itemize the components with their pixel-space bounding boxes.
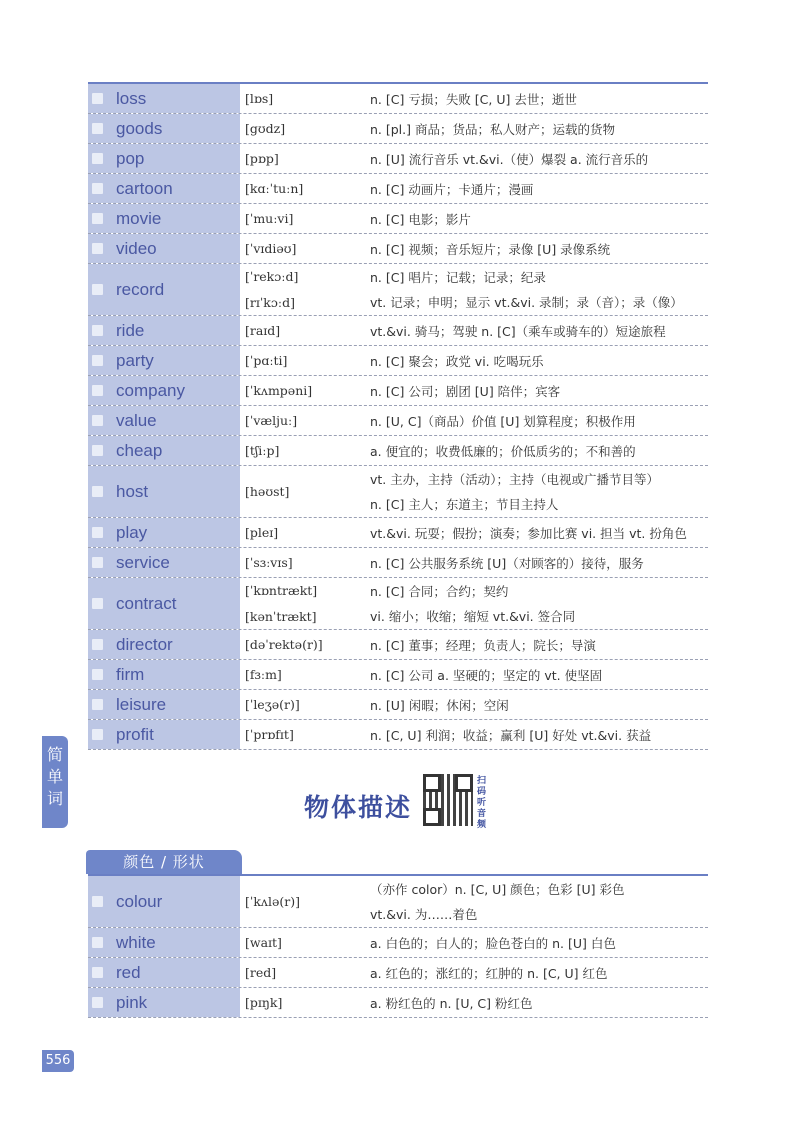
word-cell bbox=[88, 376, 241, 405]
checkbox-icon[interactable] bbox=[92, 93, 103, 104]
definition: a. 便宜的；收费低廉的；价低质劣的；不和善的 bbox=[370, 443, 636, 459]
definition: n. [C, U] 利润；收益；赢利 [U] 好处 vt.&vi. 获益 bbox=[370, 727, 652, 743]
vocab-row bbox=[88, 876, 708, 928]
word: white bbox=[116, 932, 156, 952]
word: video bbox=[116, 238, 157, 258]
word-cell bbox=[88, 876, 241, 927]
definition-cell bbox=[366, 578, 708, 629]
definition-cell bbox=[366, 264, 708, 315]
checkbox-icon[interactable] bbox=[92, 183, 103, 194]
definition-cell bbox=[366, 234, 708, 263]
vocab-row bbox=[88, 204, 708, 234]
definition-cell bbox=[366, 876, 708, 927]
phonetic: [lɒs] bbox=[245, 91, 274, 106]
definition: n. [C] 唱片；记载；记录；纪录 bbox=[370, 269, 546, 285]
definition: vt.&vi. 为……着色 bbox=[370, 907, 478, 923]
definition-cell bbox=[366, 406, 708, 435]
phonetic-cell bbox=[241, 578, 366, 629]
vocab-row bbox=[88, 660, 708, 690]
phonetic: [ˈrekɔːd] bbox=[245, 269, 299, 285]
word: host bbox=[116, 481, 149, 501]
phonetic-cell bbox=[241, 548, 366, 577]
definition: n. [C] 合同；合约；契约 bbox=[370, 583, 509, 599]
qr-code-icon[interactable] bbox=[423, 774, 473, 826]
word-cell bbox=[88, 466, 241, 517]
word: director bbox=[116, 634, 173, 654]
word: service bbox=[116, 552, 170, 572]
checkbox-icon[interactable] bbox=[92, 213, 103, 224]
definition-cell bbox=[366, 660, 708, 689]
vocab-row bbox=[88, 466, 708, 518]
vocab-row bbox=[88, 234, 708, 264]
phonetic: [raɪd] bbox=[245, 323, 281, 338]
checkbox-icon[interactable] bbox=[92, 598, 103, 609]
definition-cell bbox=[366, 466, 708, 517]
vocab-row bbox=[88, 376, 708, 406]
vocab-row bbox=[88, 144, 708, 174]
checkbox-icon[interactable] bbox=[92, 639, 103, 650]
section-title: 物体描述 bbox=[304, 793, 413, 822]
phonetic-cell bbox=[241, 174, 366, 203]
phonetic: [gʊdz] bbox=[245, 121, 286, 136]
word-cell bbox=[88, 264, 241, 315]
word: party bbox=[116, 350, 154, 370]
vocab-table-1 bbox=[88, 82, 708, 750]
definition: n. [U] 流行音乐 vt.&vi.（使）爆裂 a. 流行音乐的 bbox=[370, 151, 649, 167]
checkbox-icon[interactable] bbox=[92, 997, 103, 1008]
phonetic-cell bbox=[241, 660, 366, 689]
checkbox-icon[interactable] bbox=[92, 527, 103, 538]
definition: n. [C] 公司；剧团 [U] 陪伴；宾客 bbox=[370, 383, 561, 399]
word: cheap bbox=[116, 440, 163, 460]
definition-cell bbox=[366, 518, 708, 547]
word: company bbox=[116, 380, 185, 400]
definition-cell bbox=[366, 204, 708, 233]
definition: a. 白色的；白人的；脸色苍白的 n. [U] 白色 bbox=[370, 935, 616, 951]
definition-cell bbox=[366, 84, 708, 113]
vocab-row bbox=[88, 958, 708, 988]
word-cell bbox=[88, 144, 241, 173]
word: value bbox=[116, 410, 157, 430]
definition: n. [C] 视频；音乐短片；录像 [U] 录像系统 bbox=[370, 241, 611, 257]
word: play bbox=[116, 522, 148, 542]
word: leisure bbox=[116, 694, 167, 714]
word-cell bbox=[88, 690, 241, 719]
section-header bbox=[300, 774, 500, 832]
definition: n. [U] 闲暇；休闲；空闲 bbox=[370, 697, 509, 713]
word-cell bbox=[88, 928, 241, 957]
category-label: 颜色 / 形状 bbox=[86, 850, 242, 874]
checkbox-icon[interactable] bbox=[92, 385, 103, 396]
word-cell bbox=[88, 660, 241, 689]
definition-cell bbox=[366, 958, 708, 987]
word: firm bbox=[116, 664, 145, 684]
checkbox-icon[interactable] bbox=[92, 937, 103, 948]
phonetic-cell bbox=[241, 630, 366, 659]
definition: n. [C] 电影；影片 bbox=[370, 211, 471, 227]
phonetic: [ˈkʌlə(r)] bbox=[245, 894, 300, 909]
word-cell bbox=[88, 548, 241, 577]
definition-cell bbox=[366, 548, 708, 577]
category-bar bbox=[86, 850, 708, 874]
definition: （亦作 color）n. [C, U] 颜色；色彩 [U] 彩色 bbox=[370, 881, 625, 897]
word: contract bbox=[116, 593, 177, 613]
phonetic-cell bbox=[241, 144, 366, 173]
word-cell bbox=[88, 436, 241, 465]
word-cell bbox=[88, 316, 241, 345]
word-cell bbox=[88, 114, 241, 143]
word-cell bbox=[88, 720, 241, 749]
definition-cell bbox=[366, 928, 708, 957]
vocab-row bbox=[88, 518, 708, 548]
phonetic-cell bbox=[241, 234, 366, 263]
phonetic: [ˈvæljuː] bbox=[245, 413, 298, 428]
word-cell bbox=[88, 988, 241, 1017]
checkbox-icon[interactable] bbox=[92, 445, 103, 456]
phonetic-cell bbox=[241, 928, 366, 957]
word-cell bbox=[88, 958, 241, 987]
phonetic: [ˈprɒfɪt] bbox=[245, 727, 294, 742]
definition-cell bbox=[366, 114, 708, 143]
word: record bbox=[116, 279, 165, 299]
phonetic-cell bbox=[241, 720, 366, 749]
phonetic: [pɒp] bbox=[245, 151, 279, 166]
checkbox-icon[interactable] bbox=[92, 123, 103, 134]
definition-cell bbox=[366, 376, 708, 405]
phonetic-cell bbox=[241, 84, 366, 113]
definition-cell bbox=[366, 144, 708, 173]
phonetic-cell bbox=[241, 436, 366, 465]
phonetic: [dəˈrektə(r)] bbox=[245, 637, 323, 652]
phonetic: [fɜːm] bbox=[245, 667, 282, 682]
definition-cell bbox=[366, 316, 708, 345]
phonetic-cell bbox=[241, 466, 366, 517]
definition: vt.&vi. 玩耍；假扮；演奏；参加比赛 vi. 担当 vt. 扮角色 bbox=[370, 525, 687, 541]
vocab-row bbox=[88, 406, 708, 436]
phonetic-cell bbox=[241, 958, 366, 987]
word: cartoon bbox=[116, 178, 173, 198]
definition: n. [C] 聚会；政党 vi. 吃喝玩乐 bbox=[370, 353, 544, 369]
vocab-row bbox=[88, 316, 708, 346]
vocab-row bbox=[88, 720, 708, 750]
definition: vi. 缩小；收缩；缩短 vt.&vi. 签合同 bbox=[370, 609, 576, 625]
definition-cell bbox=[366, 720, 708, 749]
definition: a. 粉红色的 n. [U, C] 粉红色 bbox=[370, 995, 533, 1011]
definition-cell bbox=[366, 174, 708, 203]
checkbox-icon[interactable] bbox=[92, 325, 103, 336]
checkbox-icon[interactable] bbox=[92, 557, 103, 568]
checkbox-icon[interactable] bbox=[92, 896, 103, 907]
phonetic: [tʃiːp] bbox=[245, 443, 280, 458]
phonetic: [ˈmuːvi] bbox=[245, 211, 294, 226]
checkbox-icon[interactable] bbox=[92, 243, 103, 254]
definition-cell bbox=[366, 436, 708, 465]
checkbox-icon[interactable] bbox=[92, 153, 103, 164]
vocab-row bbox=[88, 346, 708, 376]
phonetic: [kɑːˈtuːn] bbox=[245, 181, 304, 196]
phonetic: [ˈkʌmpəni] bbox=[245, 383, 313, 398]
checkbox-icon[interactable] bbox=[92, 729, 103, 740]
checkbox-icon[interactable] bbox=[92, 284, 103, 295]
word: loss bbox=[116, 88, 147, 108]
word-cell bbox=[88, 204, 241, 233]
phonetic-cell bbox=[241, 264, 366, 315]
scan-label: 扫码听音频 bbox=[477, 776, 487, 830]
phonetic-cell bbox=[241, 406, 366, 435]
checkbox-icon[interactable] bbox=[92, 967, 103, 978]
page-number: 556 bbox=[42, 1050, 74, 1072]
definition: vt. 主办，主持（活动）；主持（电视或广播节目等） bbox=[370, 471, 659, 487]
phonetic: [rɪˈkɔːd] bbox=[245, 294, 295, 310]
checkbox-icon[interactable] bbox=[92, 669, 103, 680]
vocab-table-2 bbox=[88, 874, 708, 1018]
word-cell bbox=[88, 346, 241, 375]
definition: n. [C] 亏损；失败 [C, U] 去世；逝世 bbox=[370, 91, 577, 107]
vocab-row bbox=[88, 630, 708, 660]
vocab-row bbox=[88, 578, 708, 630]
vocab-row bbox=[88, 264, 708, 316]
definition: n. [U, C]（商品）价值 [U] 划算程度；积极作用 bbox=[370, 413, 636, 429]
definition: n. [C] 公共服务系统 [U]（对顾客的）接待，服务 bbox=[370, 555, 644, 571]
vocab-row bbox=[88, 84, 708, 114]
definition-cell bbox=[366, 630, 708, 659]
definition-cell bbox=[366, 690, 708, 719]
word-cell bbox=[88, 84, 241, 113]
definition: n. [C] 主人；东道主；节目主持人 bbox=[370, 497, 559, 513]
phonetic: [ˈkɒntrækt] bbox=[245, 583, 318, 599]
phonetic: [pleɪ] bbox=[245, 525, 279, 540]
vocab-row bbox=[88, 436, 708, 466]
word-cell bbox=[88, 234, 241, 263]
phonetic: [waɪt] bbox=[245, 935, 282, 950]
phonetic: [ˈleʒə(r)] bbox=[245, 697, 300, 712]
word: colour bbox=[116, 891, 163, 911]
definition-cell bbox=[366, 988, 708, 1017]
vocab-row bbox=[88, 114, 708, 144]
vocab-row bbox=[88, 928, 708, 958]
phonetic-cell bbox=[241, 346, 366, 375]
word-cell bbox=[88, 630, 241, 659]
phonetic-cell bbox=[241, 988, 366, 1017]
checkbox-icon[interactable] bbox=[92, 486, 103, 497]
phonetic: [ˈsɜːvɪs] bbox=[245, 555, 293, 570]
word: pop bbox=[116, 148, 145, 168]
definition: n. [pl.] 商品；货品；私人财产；运载的货物 bbox=[370, 121, 615, 137]
word-cell bbox=[88, 518, 241, 547]
definition: a. 红色的；涨红的；红肿的 n. [C, U] 红色 bbox=[370, 965, 608, 981]
checkbox-icon[interactable] bbox=[92, 699, 103, 710]
word: pink bbox=[116, 992, 148, 1012]
phonetic-cell bbox=[241, 204, 366, 233]
phonetic: [kənˈtrækt] bbox=[245, 608, 317, 624]
definition: n. [C] 董事；经理；负责人；院长；导演 bbox=[370, 637, 596, 653]
definition: vt. 记录；申明；显示 vt.&vi. 录制；录（音）；录（像） bbox=[370, 295, 683, 311]
phonetic: [ˈpɑːti] bbox=[245, 353, 288, 368]
phonetic-cell bbox=[241, 876, 366, 927]
word-cell bbox=[88, 406, 241, 435]
definition: vt.&vi. 骑马；驾驶 n. [C]（乘车或骑车的）短途旅程 bbox=[370, 323, 666, 339]
word-cell bbox=[88, 174, 241, 203]
phonetic-cell bbox=[241, 518, 366, 547]
vocab-row bbox=[88, 548, 708, 578]
phonetic: [həʊst] bbox=[245, 484, 290, 499]
phonetic: [ˈvɪdiəʊ] bbox=[245, 241, 297, 256]
phonetic-cell bbox=[241, 316, 366, 345]
word: ride bbox=[116, 320, 145, 340]
vocab-row bbox=[88, 690, 708, 720]
checkbox-icon[interactable] bbox=[92, 355, 103, 366]
vocab-row bbox=[88, 988, 708, 1018]
word: movie bbox=[116, 208, 162, 228]
definition: n. [C] 公司 a. 坚硬的；坚定的 vt. 使坚固 bbox=[370, 667, 603, 683]
side-tab: 简单词 bbox=[42, 736, 68, 828]
word: red bbox=[116, 962, 141, 982]
phonetic-cell bbox=[241, 114, 366, 143]
phonetic-cell bbox=[241, 376, 366, 405]
checkbox-icon[interactable] bbox=[92, 415, 103, 426]
definition: n. [C] 动画片；卡通片；漫画 bbox=[370, 181, 534, 197]
word: profit bbox=[116, 724, 154, 744]
word: goods bbox=[116, 118, 163, 138]
phonetic: [pɪŋk] bbox=[245, 995, 283, 1010]
phonetic: [red] bbox=[245, 965, 277, 980]
definition-cell bbox=[366, 346, 708, 375]
phonetic-cell bbox=[241, 690, 366, 719]
vocab-row bbox=[88, 174, 708, 204]
word-cell bbox=[88, 578, 241, 629]
